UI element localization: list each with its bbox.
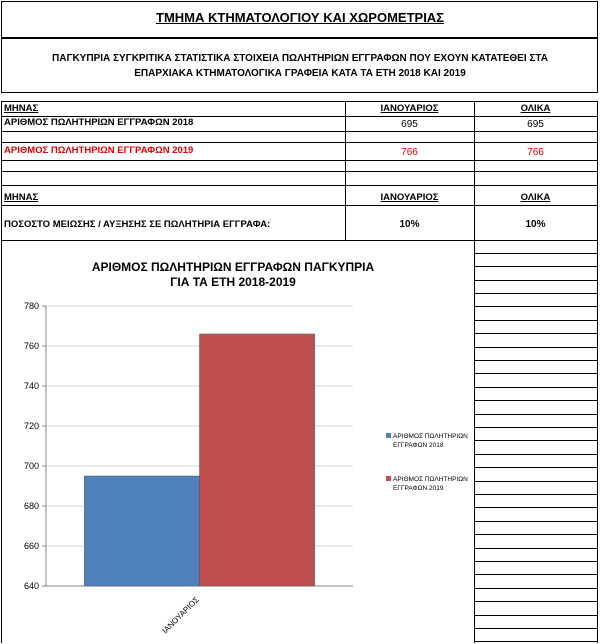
table-border bbox=[1, 101, 598, 102]
table1-col-total: ΟΛΙΚΑ bbox=[520, 103, 551, 114]
grid-line bbox=[474, 414, 598, 415]
grid-line bbox=[474, 266, 598, 267]
grid-line bbox=[474, 561, 598, 562]
grid-line bbox=[474, 293, 598, 294]
legend-label: ΕΓΓΡΑΦΩΝ 2019 bbox=[393, 485, 444, 492]
bar-chart bbox=[3, 242, 473, 642]
table1-col-month: ΙΑΝΟΥΑΡΙΟΣ bbox=[380, 103, 439, 114]
x-tick-label: ΙΑΝΟΥΑΡΙΟΣ bbox=[160, 595, 201, 636]
grid-line bbox=[474, 373, 598, 374]
y-tick-label: 760 bbox=[23, 341, 39, 351]
table-border bbox=[1, 160, 598, 161]
table-border bbox=[1, 142, 598, 143]
y-tick-label: 660 bbox=[23, 541, 39, 551]
grid-line bbox=[474, 253, 598, 254]
grid-line bbox=[474, 280, 598, 281]
grid-line bbox=[474, 360, 598, 361]
legend-swatch bbox=[386, 476, 391, 481]
table2-col-total: ΟΛΙΚΑ bbox=[520, 192, 551, 203]
grid-line bbox=[474, 400, 598, 401]
grid-line bbox=[474, 548, 598, 549]
table2-col-label: ΜΗΝΑΣ bbox=[4, 192, 39, 203]
percent-row-total: 10% bbox=[525, 219, 546, 230]
grid-line bbox=[474, 521, 598, 522]
row-2018-label: ΑΡΙΘΜΟΣ ΠΩΛΗΤΗΡΙΩΝ ΕΓΓΡΑΦΩΝ 2018 bbox=[4, 117, 194, 128]
table-border bbox=[1, 240, 598, 241]
row-2018-total: 695 bbox=[527, 119, 544, 130]
row-2019-total: 766 bbox=[527, 147, 544, 158]
table-border bbox=[1, 101, 2, 643]
grid-line bbox=[474, 574, 598, 575]
table-border bbox=[1, 131, 598, 132]
table-border bbox=[1, 171, 598, 172]
y-tick-label: 780 bbox=[23, 301, 39, 311]
grid-line bbox=[474, 481, 598, 482]
chart-title-line-2: ΓΙΑ ΤΑ ΕΤΗ 2018-2019 bbox=[170, 275, 296, 289]
percent-row-month: 10% bbox=[399, 219, 420, 230]
grid-line bbox=[474, 333, 598, 334]
grid-line bbox=[474, 320, 598, 321]
table-border bbox=[1, 205, 598, 206]
legend-label: ΑΡΙΘΜΟΣ ΠΩΛΗΤΗΡΙΩΝ bbox=[393, 433, 468, 440]
legend-swatch bbox=[386, 433, 391, 438]
percent-row-label: ΠΟΣΟΣΤΟ ΜΕΙΩΣΗΣ / ΑΥΞΗΣΗΣ ΣΕ ΠΩΛΗΤΗΡΙΑ ΕΓΓΡΑΦΑ: bbox=[4, 219, 271, 230]
legend-label: ΑΡΙΘΜΟΣ ΠΩΛΗΤΗΡΙΩΝ bbox=[393, 476, 468, 483]
table2-col-month: ΙΑΝΟΥΑΡΙΟΣ bbox=[380, 192, 439, 203]
grid-line bbox=[474, 507, 598, 508]
row-2018-month: 695 bbox=[401, 119, 418, 130]
grid-line bbox=[474, 588, 598, 589]
grid-line bbox=[474, 440, 598, 441]
y-tick-label: 740 bbox=[23, 381, 39, 391]
table1-col-label: ΜΗΝΑΣ bbox=[4, 103, 39, 114]
chart-legend bbox=[386, 433, 468, 492]
grid-line bbox=[474, 306, 598, 307]
grid-line bbox=[474, 641, 598, 642]
grid-line bbox=[474, 467, 598, 468]
legend-label: ΕΓΓΡΑΦΩΝ 2018 bbox=[393, 442, 444, 449]
y-tick-label: 720 bbox=[23, 421, 39, 431]
grid-line bbox=[474, 615, 598, 616]
grid-line bbox=[474, 494, 598, 495]
page-title: ΤΜΗΜΑ ΚΤΗΜΑΤΟΛΟΓΙΟΥ ΚΑΙ ΧΩΡΟΜΕΤΡΙΑΣ bbox=[156, 10, 444, 25]
row-2019-label: ΑΡΙΘΜΟΣ ΠΩΛΗΤΗΡΙΩΝ ΕΓΓΡΑΦΩΝ 2019 bbox=[4, 145, 194, 156]
y-tick-label: 640 bbox=[23, 581, 39, 591]
grid-line bbox=[474, 454, 598, 455]
subtitle-line-2: ΕΠΑΡΧΙΑΚΑ ΚΤΗΜΑΤΟΛΟΓΙΚΑ ΓΡΑΦΕΙΑ ΚΑΤΑ ΤΑ ΕΤΗ 2018 ΚΑΙ 2019 bbox=[134, 68, 466, 79]
bar bbox=[84, 476, 199, 586]
grid-line bbox=[474, 427, 598, 428]
grid-line bbox=[474, 347, 598, 348]
plot-area bbox=[24, 301, 353, 635]
table-border bbox=[1, 185, 598, 186]
grid-line bbox=[474, 601, 598, 602]
grid-line bbox=[474, 628, 598, 629]
subtitle-line-1: ΠΑΓΚΥΠΡΙΑ ΣΥΓΚΡΙΤΙΚΑ ΣΤΑΤΙΣΤΙΚΑ ΣΤΟΙΧΕΙΑ ΠΩΛΗΤΗΡΙΩΝ ΕΓΓΡΑΦΩΝ ΠΟΥ ΕΧΟΥΝ ΚΑΤΑΤΕΘΕΙ ΣΤΑ bbox=[52, 53, 548, 64]
chart-title-line-1: ΑΡΙΘΜΟΣ ΠΩΛΗΤΗΡΙΩΝ ΕΓΓΡΑΦΩΝ ΠΑΓΚΥΠΡΙΑ bbox=[91, 260, 375, 274]
bar bbox=[200, 334, 315, 586]
row-2019-month: 766 bbox=[401, 147, 418, 158]
grid-line bbox=[474, 387, 598, 388]
y-tick-label: 680 bbox=[23, 501, 39, 511]
grid-line bbox=[474, 534, 598, 535]
y-tick-label: 700 bbox=[23, 461, 39, 471]
